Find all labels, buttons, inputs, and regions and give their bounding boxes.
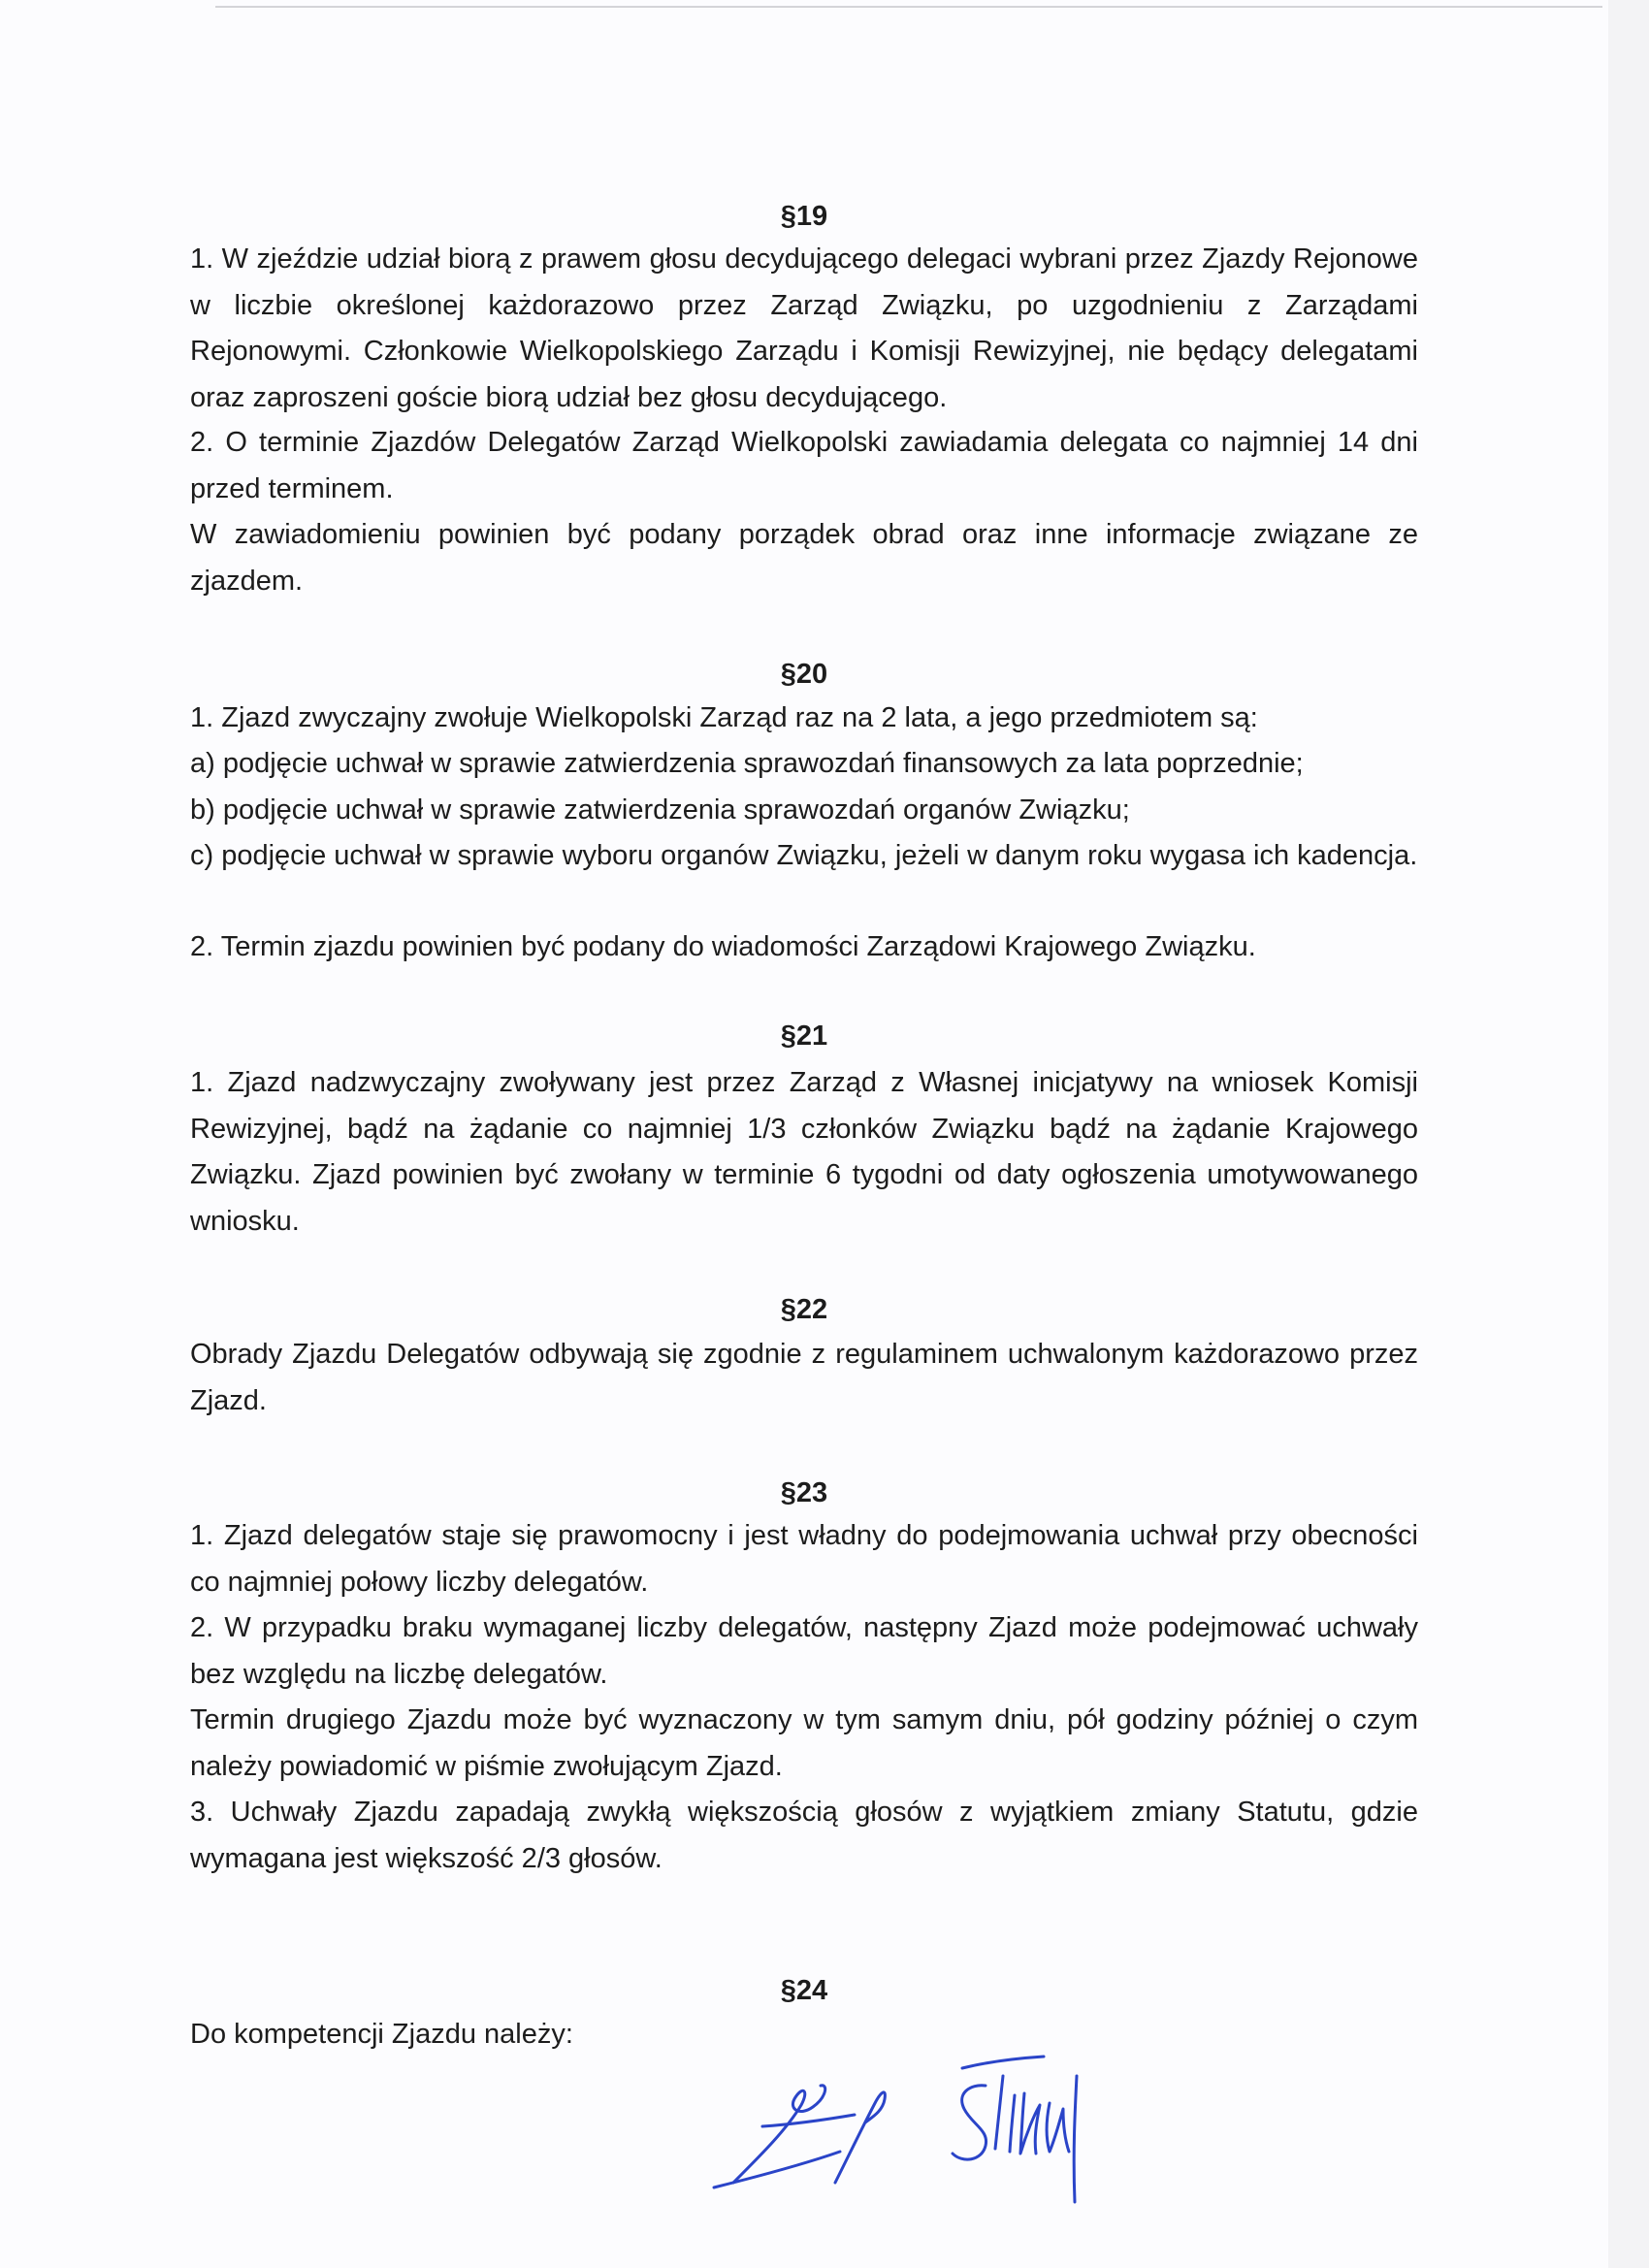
section-heading-19: §19: [780, 201, 828, 232]
s23-paragraph-3: Termin drugiego Zjazdu może być wyznaczony w tym samym dniu, pół godziny później o czym należy powiadomić w piśmie zwołującym Zjazd.: [190, 1704, 1418, 1782]
section-heading-22: §22: [780, 1294, 828, 1325]
signature-ink: [714, 2057, 1077, 2202]
s23-paragraph-1: 1. Zjazd delegatów staje się prawomocny i jest władny do podejmowania uchwał przy obecności co najmniej połowy liczby delegatów.: [190, 1520, 1418, 1598]
s22-paragraph-1: Obrady Zjazdu Delegatów odbywają się zgodnie z regulaminem uchwalonym każdorazowo przez Zjazd.: [190, 1339, 1418, 1416]
s20-paragraph-1: 1. Zjazd zwyczajny zwołuje Wielkopolski Zarząd raz na 2 lata, a jego przedmiotem są:: [190, 702, 1258, 733]
section-heading-20: §20: [780, 659, 828, 690]
s20-item-c: c) podjęcie uchwał w sprawie wyboru organów Związku, jeżeli w danym roku wygasa ich kadencja.: [190, 840, 1418, 871]
s23-paragraph-2: 2. W przypadku braku wymaganej liczby delegatów, następny Zjazd może podejmować uchwały bez względu na liczbę delegatów.: [190, 1612, 1418, 1690]
handwritten-signature: [695, 2037, 1199, 2221]
section-heading-23: §23: [780, 1477, 828, 1508]
s19-paragraph-2: 2. O terminie Zjazdów Delegatów Zarząd Wielkopolski zawiadamia delegata co najmniej 14 dni przed terminem.: [190, 427, 1418, 504]
s21-paragraph-1: 1. Zjazd nadzwyczajny zwoływany jest przez Zarząd z Własnej inicjatywy na wniosek Komisji Rewizyjnej, bądź na żądanie co najmniej 1/3 członków Związku bądź na żądanie Krajowego Związku. Zjazd powinien być zwołany w terminie 6 tygodni od daty ogłoszenia umotywowanego wniosku.: [190, 1067, 1418, 1237]
s20-item-b: b) podjęcie uchwał w sprawie zatwierdzenia sprawozdań organów Związku;: [190, 794, 1130, 826]
s23-paragraph-4: 3. Uchwały Zjazdu zapadają zwykłą większością głosów z wyjątkiem zmiany Statutu, gdzie wymagana jest większość 2/3 głosów.: [190, 1797, 1418, 1874]
scan-shadow: [1608, 0, 1649, 2268]
section-heading-21: §21: [780, 1021, 828, 1052]
s20-paragraph-2: 2. Termin zjazdu powinien być podany do wiadomości Zarządowi Krajowego Związku.: [190, 931, 1256, 962]
s19-paragraph-3: W zawiadomieniu powinien być podany porządek obrad oraz inne informacje związane ze zjazdem.: [190, 519, 1418, 597]
section-heading-24: §24: [780, 1975, 828, 2006]
s19-paragraph-1: 1. W zjeździe udział biorą z prawem głosu decydującego delegaci wybrani przez Zjazdy Rejonowe w liczbie określonej każdorazowo przez Zarząd Związku, po uzgodnieniu z Zarządami Rejonowymi. Członkowie Wielkopolskiego Zarządu i Komisji Rewizyjnej, nie będący delegatami oraz zaproszeni goście biorą udział bez głosu decydującego.: [190, 243, 1418, 413]
s20-item-a: a) podjęcie uchwał w sprawie zatwierdzenia sprawozdań finansowych za lata poprzednie;: [190, 748, 1304, 779]
scan-edge: [215, 6, 1602, 8]
s24-paragraph-1: Do kompetencji Zjazdu należy:: [190, 2019, 573, 2050]
